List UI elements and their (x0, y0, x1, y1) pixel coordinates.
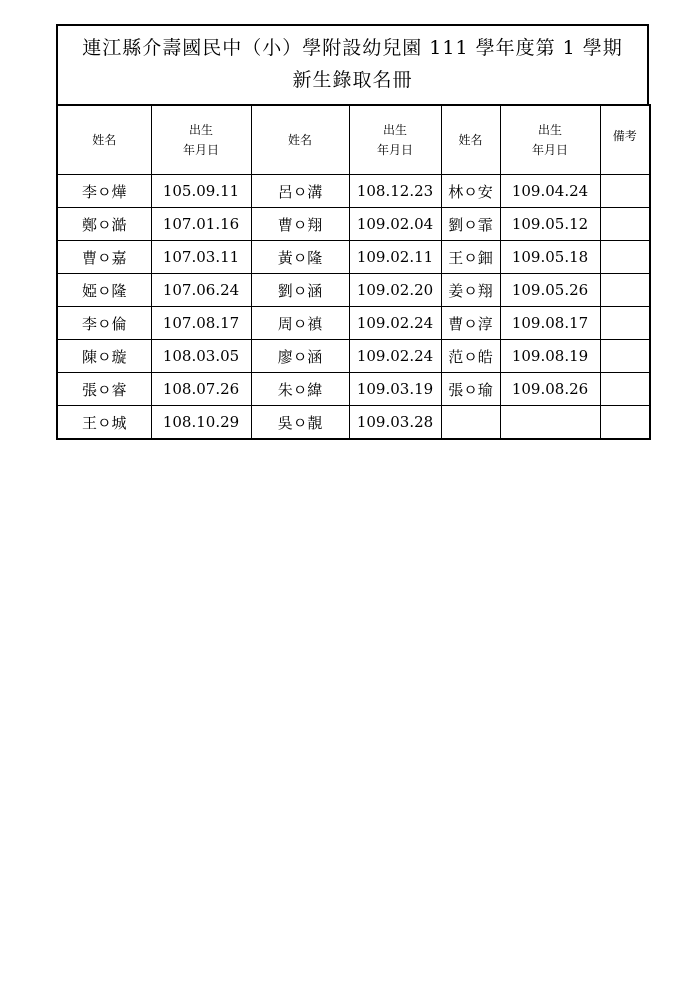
table-row (57, 406, 650, 440)
birth-date: 109.02.11 (349, 241, 441, 274)
student-name: 呂ㅇ溝 (251, 175, 349, 208)
student-name: 王ㅇ城 (57, 406, 151, 440)
student-name: 朱ㅇ緯 (251, 373, 349, 406)
header-name: 姓名 (441, 105, 500, 175)
table-row (57, 340, 650, 373)
title-block (56, 24, 649, 104)
note-cell (600, 373, 650, 406)
birth-date: 109.02.24 (349, 307, 441, 340)
student-name: 鄭ㅇ澔 (57, 208, 151, 241)
student-name: 廖ㅇ涵 (251, 340, 349, 373)
note-cell (600, 307, 650, 340)
birth-date: 109.03.19 (349, 373, 441, 406)
student-name: 劉ㅇ涵 (251, 274, 349, 307)
table-row (57, 175, 650, 208)
birth-date: 108.10.29 (151, 406, 251, 440)
birth-date: 109.08.26 (500, 373, 600, 406)
table-row (57, 274, 650, 307)
birth-date: 107.03.11 (151, 241, 251, 274)
roster-table (56, 104, 651, 440)
student-name: 林ㅇ安 (441, 175, 500, 208)
student-name: 曹ㅇ翔 (251, 208, 349, 241)
birth-date: 109.08.19 (500, 340, 600, 373)
student-name: 曹ㅇ淳 (441, 307, 500, 340)
birth-date: 109.02.04 (349, 208, 441, 241)
header-name: 姓名 (57, 105, 151, 175)
birth-date: 109.05.18 (500, 241, 600, 274)
table-row (57, 208, 650, 241)
student-name: 曹ㅇ嘉 (57, 241, 151, 274)
note-cell (600, 406, 650, 440)
student-name: 張ㅇ瑜 (441, 373, 500, 406)
student-name: 姜ㅇ翔 (441, 274, 500, 307)
header-row (57, 105, 650, 175)
student-name: 范ㅇ皓 (441, 340, 500, 373)
table-row (57, 307, 650, 340)
student-name: 張ㅇ睿 (57, 373, 151, 406)
document-title: 連江縣介壽國民中（小）學附設幼兒園 111 學年度第 1 學期 (82, 37, 623, 59)
table-row (57, 241, 650, 274)
note-cell (600, 208, 650, 241)
header-birthdate: 出生 年月日 (349, 105, 441, 175)
birth-date: 109.04.24 (500, 175, 600, 208)
note-cell (600, 241, 650, 274)
student-name: 陳ㅇ璇 (57, 340, 151, 373)
table-row (57, 373, 650, 406)
header-birthdate: 出生 年月日 (500, 105, 600, 175)
student-name: 吳ㅇ靚 (251, 406, 349, 440)
student-name: 李ㅇ倫 (57, 307, 151, 340)
birth-date: 107.06.24 (151, 274, 251, 307)
birth-date: 108.07.26 (151, 373, 251, 406)
birth-date: 107.08.17 (151, 307, 251, 340)
birth-date: 109.08.17 (500, 307, 600, 340)
student-name: 王ㅇ鈿 (441, 241, 500, 274)
birth-date: 107.01.16 (151, 208, 251, 241)
student-name: 周ㅇ禛 (251, 307, 349, 340)
birth-date: 109.02.20 (349, 274, 441, 307)
birth-date: 105.09.11 (151, 175, 251, 208)
student-name: 李ㅇ燁 (57, 175, 151, 208)
student-name: 婭ㅇ隆 (57, 274, 151, 307)
note-cell (600, 340, 650, 373)
birth-date: 108.12.23 (349, 175, 441, 208)
birth-date (500, 406, 600, 440)
admission-roster (56, 24, 649, 440)
header-birthdate: 出生 年月日 (151, 105, 251, 175)
header-name: 姓名 (251, 105, 349, 175)
note-cell (600, 175, 650, 208)
birth-date: 109.05.12 (500, 208, 600, 241)
roster-body (57, 175, 650, 440)
student-name: 黃ㅇ隆 (251, 241, 349, 274)
header-note: 備考 (600, 105, 650, 175)
birth-date: 109.02.24 (349, 340, 441, 373)
birth-date: 109.03.28 (349, 406, 441, 440)
document-subtitle: 新生錄取名冊 (292, 69, 413, 91)
student-name: 劉ㅇ霏 (441, 208, 500, 241)
student-name (441, 406, 500, 440)
birth-date: 108.03.05 (151, 340, 251, 373)
note-cell (600, 274, 650, 307)
birth-date: 109.05.26 (500, 274, 600, 307)
